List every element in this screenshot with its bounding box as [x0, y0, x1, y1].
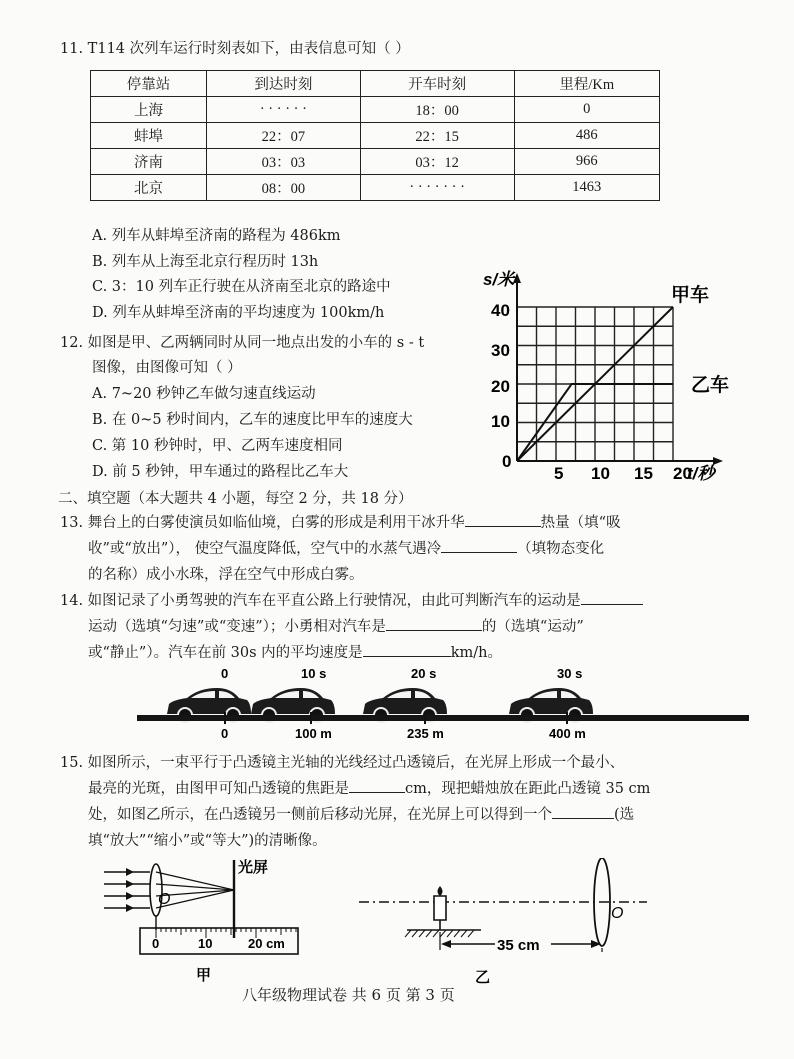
table-cell: 22：15: [360, 123, 514, 149]
y-tick-label: 10: [491, 412, 510, 431]
y-tick-label: 20: [491, 377, 510, 396]
y-tick-label: 40: [491, 301, 510, 320]
ruler-tick-label: 20 cm: [248, 936, 285, 951]
q13-text: 收”或“放出”）， 使空气温度降低，空气中的水蒸气遇冷: [88, 541, 442, 557]
figure-caption-jia: 甲: [196, 967, 212, 984]
answer-blank[interactable]: [386, 615, 482, 631]
q15-text: (选: [614, 807, 635, 823]
convex-lens-icon: [150, 864, 162, 916]
table-cell: · · · · · ·: [206, 97, 360, 123]
figure-caption-yi: 乙: [475, 969, 491, 986]
table-cell: 上海: [91, 97, 207, 123]
hatch-line: [433, 930, 439, 937]
train-timetable: [90, 70, 660, 201]
q12-option-b: B. 在 0~5 秒时间内，乙车的速度比甲车的速度大: [92, 412, 413, 428]
time-label: 30 s: [557, 666, 583, 681]
q11-stem: 11. T114 次列车运行时刻表如下，由表信息可知（ ）: [60, 41, 410, 57]
time-label: 0: [221, 666, 229, 681]
distance-label: 0: [221, 726, 229, 741]
q15-text: cm，现把蜡烛放在距此凸透镜 35 cm: [405, 781, 651, 797]
table-cell: 08：00: [206, 175, 360, 201]
hatch-line: [454, 930, 460, 937]
table-cell: 03：03: [206, 149, 360, 175]
car-motion-figure: [135, 664, 755, 742]
x-tick-label: 15: [634, 464, 653, 483]
s-t-graph: [475, 265, 735, 485]
answer-blank[interactable]: [581, 589, 643, 605]
x-tick-label: 10: [591, 464, 610, 483]
q12-option-c: C. 第 10 秒钟时，甲、乙两车速度相同: [92, 438, 343, 454]
hatch-line: [468, 930, 474, 937]
hatch-line: [405, 930, 411, 937]
q14-line3: [88, 640, 502, 666]
y-axis-label: s/米: [483, 270, 515, 289]
table-cell: 蚌埠: [91, 123, 207, 149]
q12-option-d: D. 前 5 秒钟，甲车通过的路程比乙车大: [92, 464, 349, 480]
table-cell: 0: [514, 97, 659, 123]
distance-label: 400 m: [549, 726, 586, 741]
road: [137, 715, 749, 721]
q14-text: 的（选填“运动”: [481, 619, 584, 635]
q14-text: 或“静止”）。汽车在前 30s 内的平均速度是: [88, 645, 363, 661]
table-cell: 486: [514, 123, 659, 149]
figure-jia: [100, 858, 310, 988]
q11-option-b: B. 列车从上海至北京行程历时 13h: [92, 254, 319, 270]
q12-stem-line2: 图像，由图像可知（ ）: [92, 360, 242, 376]
distance-label: 35 cm: [497, 937, 540, 954]
distance-label: 100 m: [295, 726, 332, 741]
ruler-tick-label: 10: [198, 936, 213, 951]
table-cell: 966: [514, 149, 659, 175]
q13-line1: [60, 510, 621, 536]
hatch-line: [412, 930, 418, 937]
time-label: 10 s: [301, 666, 327, 681]
q11-option-d: D. 列车从蚌埠至济南的平均速度为 100km/h: [92, 305, 385, 321]
y-axis-arrow-icon: [513, 273, 521, 283]
q14-line1: [60, 588, 643, 614]
q15-line4: 填“放大”“缩小”或“等大”)的清晰像。: [88, 833, 327, 849]
table-row: [91, 97, 660, 123]
time-label: 20 s: [411, 666, 437, 681]
table-cell: 03：12: [360, 149, 514, 175]
candle-icon: [434, 896, 446, 920]
x-tick-label: 20: [673, 464, 692, 483]
page-footer: 八年级物理试卷 共 6 页 第 3 页: [242, 986, 455, 1004]
table-cell: 22：07: [206, 123, 360, 149]
header-arrival: 到达时刻: [206, 71, 360, 97]
table-header-row: [91, 71, 660, 97]
hatch-line: [440, 930, 446, 937]
series-label-jia: 甲车: [671, 285, 710, 306]
q13-line3: 的名称）成小水珠，浮在空气中形成白雾。: [88, 567, 364, 583]
q11-option-c: C. 3：10 列车正行驶在从济南至北京的路途中: [92, 279, 391, 295]
lens-label: O: [611, 905, 624, 922]
origin-label: 0: [502, 452, 512, 471]
header-departure: 开车时刻: [360, 71, 514, 97]
q14-line2: [88, 614, 584, 640]
answer-blank[interactable]: [552, 803, 614, 819]
table-cell: 1463: [514, 175, 659, 201]
q15-line1: 15. 如图所示，一束平行于凸透镜主光轴的光线经过凸透镜后，在光屏上形成一个最小、: [60, 755, 625, 771]
hatch-line: [447, 930, 453, 937]
q12-option-a: A. 7~20 秒钟乙车做匀速直线运动: [92, 386, 316, 402]
q13-line2: [88, 536, 604, 562]
q12-stem-line1: 12. 如图是甲、乙两辆同时从同一地点出发的小车的 s - t: [60, 335, 425, 351]
q15-text: 处，如图乙所示，在凸透镜另一侧前后移动光屏，在光屏上可以得到一个: [88, 807, 552, 823]
table-row: [91, 149, 660, 175]
header-station: 停靠站: [91, 71, 207, 97]
answer-blank[interactable]: [465, 511, 541, 527]
answer-blank[interactable]: [363, 641, 451, 657]
header-distance: 里程/Km: [514, 71, 659, 97]
table-row: [91, 175, 660, 201]
hatch-line: [426, 930, 432, 937]
hatch-line: [419, 930, 425, 937]
q14-text: 运动（选填“匀速”或“变速”）；小勇相对汽车是: [88, 619, 386, 635]
y-tick-label: 30: [491, 341, 510, 360]
series-label-yi: 乙车: [691, 375, 730, 396]
distance-label: 235 m: [407, 726, 444, 741]
q15-line3: [88, 802, 634, 828]
screen-label: 光屏: [238, 859, 269, 876]
ruler-tick-label: 0: [152, 936, 160, 951]
figure-yi: [355, 858, 655, 988]
q14-text: 14. 如图记录了小勇驾驶的汽车在平直公路上行驶情况，由此可判断汽车的运动是: [60, 593, 581, 609]
q13-text: 热量（填“吸: [540, 515, 621, 531]
q15-text: 最亮的光斑，由图甲可知凸透镜的焦距是: [88, 781, 349, 797]
table-cell: · · · · · · ·: [360, 175, 514, 201]
answer-blank[interactable]: [349, 777, 405, 793]
q11-option-a: A. 列车从蚌埠至济南的路程为 486km: [92, 228, 341, 244]
x-tick-label: 5: [554, 464, 564, 483]
answer-blank[interactable]: [441, 537, 517, 553]
q15-line2: [88, 776, 650, 802]
x-axis-label: t/秒: [687, 464, 715, 483]
q13-text: 13. 舞台上的白雾使演员如临仙境，白雾的形成是利用干冰升华: [60, 515, 465, 531]
table-cell: 济南: [91, 149, 207, 175]
q14-text: km/h。: [450, 645, 502, 661]
lens-label: O: [158, 891, 171, 908]
table-row: [91, 123, 660, 149]
table-cell: 18：00: [360, 97, 514, 123]
x-axis-arrow-icon: [713, 457, 723, 465]
hatch-line: [461, 930, 467, 937]
section-2-title: 二、填空题（本大题共 4 小题，每空 2 分，共 18 分）: [58, 491, 413, 507]
table-cell: 北京: [91, 175, 207, 201]
q13-text: （填物态变化: [517, 541, 605, 557]
